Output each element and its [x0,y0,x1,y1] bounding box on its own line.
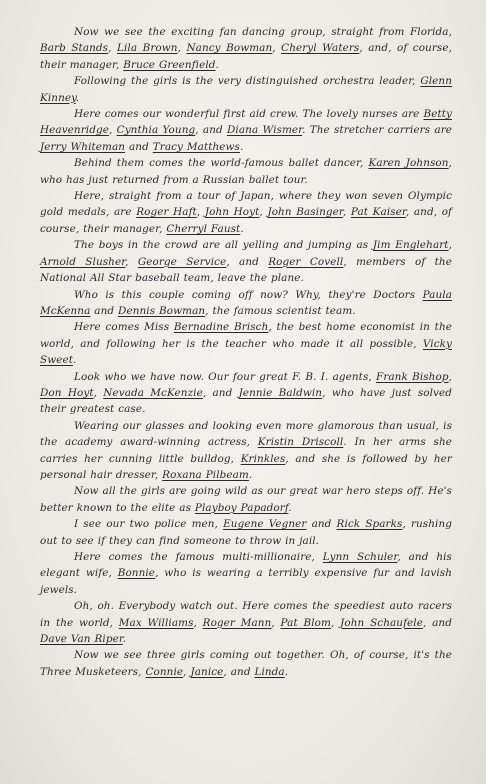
text-segment: , [108,124,117,137]
underlined-name: Krinkles [240,452,286,465]
text-segment: , who has just returned from a Russian ballet tour. [40,157,452,186]
text-segment: . [288,501,292,514]
paragraph [40,418,452,484]
underlined-name: Max Williams [118,616,194,629]
underlined-name: Karen Johnson [368,157,449,170]
text-segment: . [73,354,77,367]
text-segment: , [342,206,351,219]
text-segment: , rushing out to see if they can find someone to throw in jail. [40,518,452,547]
underlined-name: Rick Sparks [336,518,403,531]
text-segment: , and [422,616,452,629]
paragraph [40,647,452,680]
underlined-name: Jerry Whiteman [40,140,126,153]
text-segment: . [215,58,219,71]
text-segment: Wearing our glasses and looking even more glamorous than usual, is the academy award-winning actress, [40,419,452,449]
underlined-name: Bonnie [117,567,156,580]
text-segment: and [90,304,119,317]
text-segment: , and [223,665,255,678]
underlined-name: Kristin Driscoll [257,436,344,449]
underlined-name: Roger Haft [136,206,197,219]
underlined-name: Janice [190,665,224,678]
underlined-name: Lynn Schuler [322,551,398,563]
underlined-name: Cynthia Young [116,124,196,137]
underlined-name: Tracy Matthews [152,140,240,153]
underlined-name: Diana Wismer [227,124,303,137]
text-segment: . [75,91,80,104]
underlined-name: Playboy Papadorf [194,501,289,514]
paragraph [40,188,452,237]
underlined-name: Jim Englehart [372,239,449,252]
paragraph [40,598,452,647]
text-segment: Behind them comes the world-famous ballet dancer, [74,157,369,170]
text-segment: , and, of course, their manager, [40,42,452,71]
underlined-name: Cherryl Faust [166,222,241,235]
underlined-name: Lila Brown [117,42,178,55]
paragraph [40,155,452,188]
text-segment: , and [202,386,239,399]
text-segment: , [271,616,281,629]
text-segment: . [284,665,289,678]
underlined-name: Linda [254,665,285,678]
underlined-name: Betty Heavenridge [40,108,452,137]
text-segment: Here comes the famous multi-millionaire, [74,551,323,563]
text-segment: Who is this couple coming off now? Why, they're Doctors [74,288,423,301]
underlined-name: Bernadine Brisch [173,321,269,334]
text-segment: , members of the National All Star baseball team, leave the plane. [40,255,452,285]
text-segment: , [272,42,282,55]
text-segment: I see our two police men, [74,518,224,531]
text-segment: , and [195,124,227,137]
paragraph [40,24,452,73]
text-segment: Here comes our wonderful first aid crew. The lovely nurses are [74,108,424,121]
text-segment: , [108,42,117,55]
text-segment: The boys in the crowd are all yelling and jumping as [74,239,373,252]
underlined-name: Barb Stands [40,42,109,55]
text-segment: Now all the girls are going wild as our great war hero steps off. He's better known to the elite as [40,485,452,514]
text-segment: . [240,222,244,235]
text-segment: , and she is followed by her personal hair dresser, [40,452,452,481]
text-segment: Following the girls is the very distinguished orchestra leader, [74,75,421,88]
paragraph [40,549,452,598]
text-segment: , [193,616,203,629]
underlined-name: Pat Blom [280,616,331,629]
text-segment: Oh, oh. Everybody watch out. Here comes the speediest auto racers in the world, [40,600,452,629]
text-segment: , who is wearing a terribly expensive fur and lavish jewels. [40,567,452,596]
paragraph [40,369,452,418]
text-segment: , [177,42,187,55]
paragraph [40,237,452,286]
underlined-name: Roger Mann [202,616,272,629]
underlined-name: John Basinger [267,206,343,219]
underlined-name: Don Hoyt [40,386,94,399]
text-segment: , [448,370,452,383]
text-segment: , and, of course, their manager, [40,206,453,235]
text-segment: , the famous scientist team. [205,304,356,317]
text-segment: , [259,206,268,219]
underlined-name: John Schaufele [340,616,423,629]
text-segment: , [330,616,341,629]
paragraph [40,106,452,155]
text-segment: . [122,633,127,646]
document-body [40,24,452,680]
underlined-name: Eugene Vegner [223,518,307,531]
underlined-name: Nevada McKenzie [103,386,203,399]
underlined-name: Vicky Sweet [40,337,452,367]
underlined-name: John Hoyt [204,206,260,219]
text-segment: . [240,140,244,153]
text-segment: , [93,386,104,399]
underlined-name: Roger Covell [268,255,344,268]
text-segment: , [448,239,452,252]
text-segment: , and [226,255,269,268]
text-segment: Here, straight from a tour of Japan, where they won seven Olympic gold medals, are [40,190,452,219]
paragraph [40,73,452,106]
text-segment: , [183,665,191,678]
text-segment: , the best home economist in the world, and following her is the teacher who made it all possible, [40,321,452,350]
underlined-name: Nancy Bowman [186,42,273,55]
underlined-name: Bruce Greenfield [123,58,216,71]
text-segment: and [125,140,153,153]
underlined-name: Roxana Pilbeam [162,468,249,481]
paragraph [40,319,452,368]
text-segment: and [306,518,337,531]
underlined-name: Jennie Baldwin [238,386,323,399]
underlined-name: Cheryl Waters [281,42,360,55]
text-segment: . The stretcher carriers are [302,124,453,137]
text-segment: Look who we have now. Our four great F. B. I. agents, [74,370,377,383]
underlined-name: Dave Van Riper [40,633,123,646]
underlined-name: Dennis Bowman [118,304,206,317]
paragraph [40,287,452,320]
underlined-name: Glenn Kinney [40,75,452,104]
text-segment: Now we see the exciting fan dancing group, straight from Florida, [74,26,452,38]
text-segment: . In her arms she carries her cunning little bulldog, [40,436,453,465]
paragraph [40,516,452,549]
text-segment: , who have just solved their greatest case. [40,386,452,416]
underlined-name: George Service [137,255,227,268]
text-segment: Now we see three girls coming out together. Oh, of course, it's the Three Musketeers, [40,649,452,678]
underlined-name: Frank Bishop [376,370,449,383]
text-segment: , [125,255,138,268]
text-segment: . [248,468,253,481]
underlined-name: Connie [145,665,184,678]
underlined-name: Paula McKenna [40,288,452,317]
text-segment: , [196,206,205,219]
underlined-name: Arnold Slusher [40,255,126,268]
paragraph [40,483,452,516]
underlined-name: Pat Kaiser [350,206,406,219]
text-segment: Here comes Miss [74,321,174,334]
text-segment: , and his elegant wife, [40,551,452,580]
